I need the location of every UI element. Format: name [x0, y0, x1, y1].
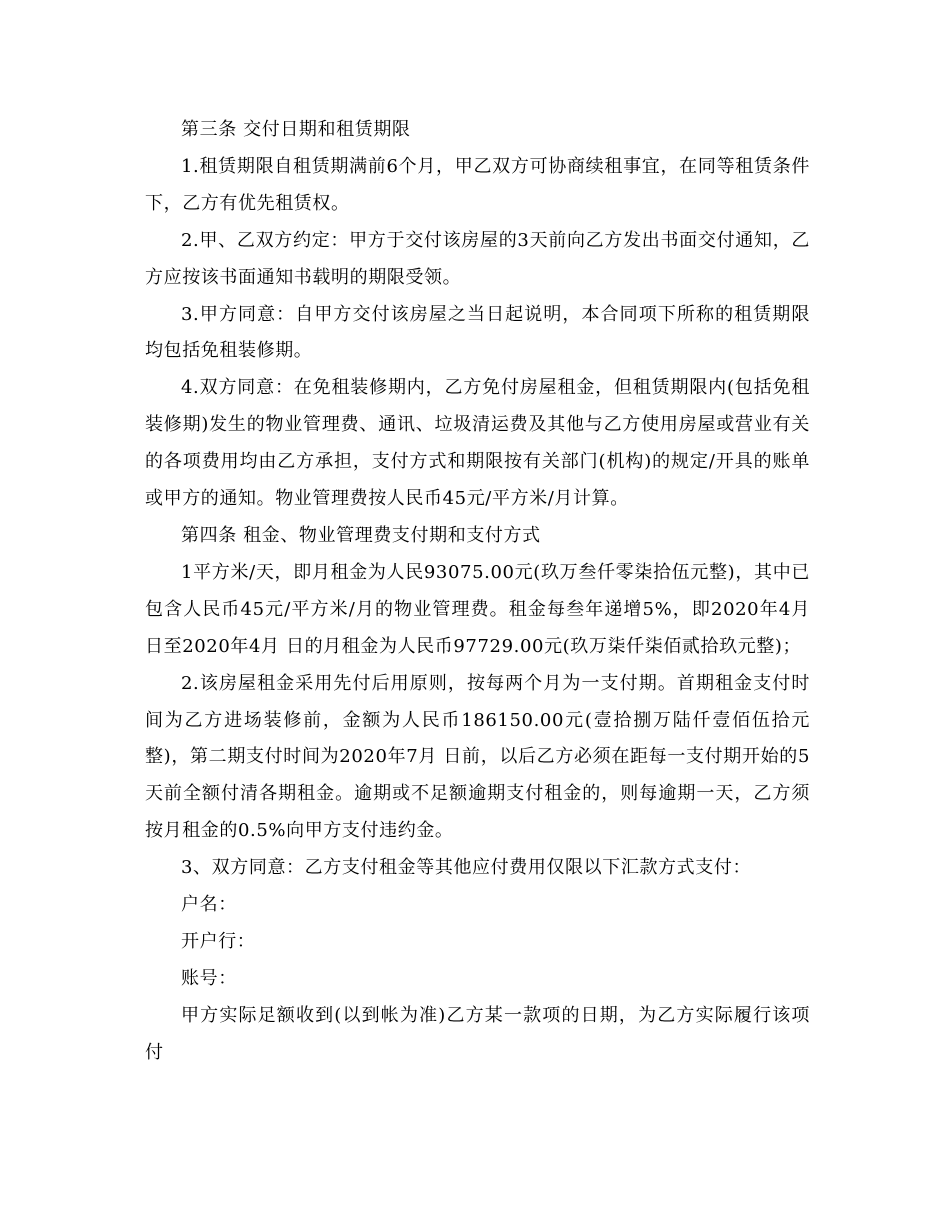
payment-date-clause: 甲方实际足额收到(以到帐为准)乙方某一款项的日期，为乙方实际履行该项付: [145, 1004, 810, 1063]
article-3-clause-1: 1.租赁期限自租赁期满前6个月，甲乙双方可协商续租事宜，在同等租赁条件下，乙方有优先租赁权。: [145, 155, 810, 214]
account-number-line: 账号：: [181, 967, 237, 989]
article-4-heading: 第四条 租金、物业管理费支付期和支付方式: [181, 524, 541, 546]
bank-line: 开户行：: [181, 930, 256, 952]
article-4-clause-2: 2.该房屋租金采用先付后用原则，按每两个月为一支付期。首期租金支付时间为乙方进场装修前，金额为人民币186150.00元(壹拾捌万陆仟壹佰伍拾元整)，第二期支付时间为2020年7月 日前，以后乙方必须在距每一支付期开始的5天前全额付清各期租金。逾期或不足额逾期支付租金的，则每逾期一天，乙方须按月租金的0.5%向甲方支付违约金。: [145, 672, 810, 842]
account-name-line: 户名：: [181, 894, 237, 916]
article-3-clause-4: 4.双方同意：在免租装修期内，乙方免付房屋租金，但租赁期限内(包括免租装修期)发生的物业管理费、通讯、垃圾清运费及其他与乙方使用房屋或营业有关的各项费用均由乙方承担，支付方式和期限按有关部门(机构)的规定/开具的账单或甲方的通知。物业管理费按人民币45元/平方米/月计算。: [145, 377, 810, 510]
article-3-clause-3: 3.甲方同意：自甲方交付该房屋之当日起说明，本合同项下所称的租赁期限均包括免租装修期。: [145, 303, 810, 362]
article-3-heading: 第三条 交付日期和租赁期限: [181, 119, 411, 140]
document-body: [145, 112, 810, 1072]
article-4-clause-3: 3、双方同意：乙方支付租金等其他应付费用仅限以下汇款方式支付：: [181, 857, 752, 879]
article-3-clause-2: 2.甲、乙双方约定：甲方于交付该房屋的3天前向乙方发出书面交付通知，乙方应按该书面通知书载明的期限受领。: [145, 229, 810, 288]
article-4-clause-1: 1平方米/天，即月租金为人民93075.00元(玖万叁仟零柒拾伍元整)，其中已包含人民币45元/平方米/月的物业管理费。租金每叁年递增5%，即2020年4月 日至2020年4月 日的月租金为人民币97729.00元(玖万柒仟柒佰贰拾玖元整)；: [145, 561, 810, 657]
